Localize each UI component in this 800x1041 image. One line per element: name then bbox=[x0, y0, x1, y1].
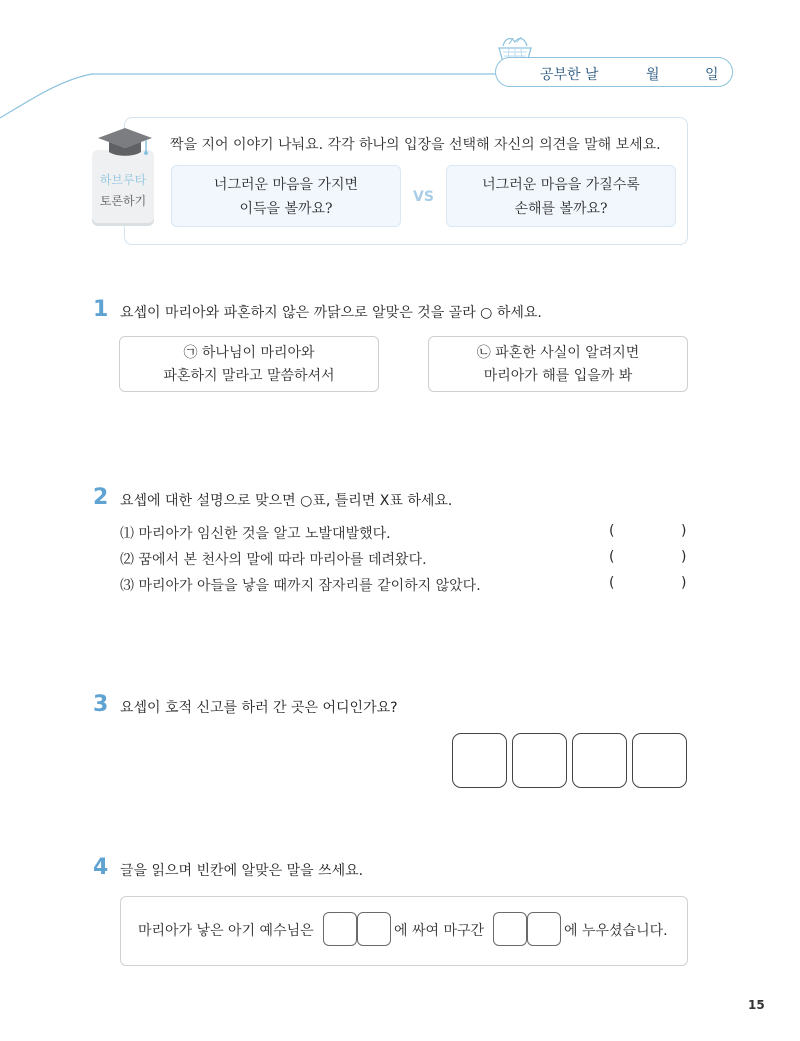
debate-option-a[interactable] bbox=[171, 165, 401, 227]
q3-answer-box-3[interactable] bbox=[572, 733, 627, 788]
q2-answer-3-open: ( bbox=[609, 575, 615, 591]
question-1-number: 1 bbox=[93, 297, 109, 322]
q2-item-2: ⑵ 꿈에서 본 천사의 말에 따라 마리아를 데려왔다. bbox=[120, 552, 427, 568]
graduation-cap-icon bbox=[96, 128, 154, 158]
debate-option-b[interactable] bbox=[446, 165, 676, 227]
question-4-text: 글을 읽으며 빈칸에 알맞은 말을 쓰세요. bbox=[120, 863, 364, 879]
study-day-label: 공부한 날 bbox=[540, 67, 599, 83]
question-3-text: 요셉이 호적 신고를 하러 간 곳은 어디인가요? bbox=[120, 700, 398, 716]
q2-answer-2-close: ) bbox=[681, 549, 687, 565]
question-2-text: 요셉에 대한 설명으로 맞으면 ○표, 틀리면 X표 하세요. bbox=[120, 493, 453, 509]
q4-sentence-part-2: 에 싸여 마구간 bbox=[394, 923, 485, 939]
day-label: 일 bbox=[705, 67, 719, 83]
badge-line-2: 토론하기 bbox=[99, 194, 147, 208]
q3-answer-box-1[interactable] bbox=[452, 733, 507, 788]
study-date-field[interactable] bbox=[495, 57, 733, 87]
question-4-number: 4 bbox=[93, 855, 109, 880]
choice-a-line-1: ㉠ 하나님이 마리아와 bbox=[183, 345, 315, 361]
month-label: 월 bbox=[646, 67, 660, 83]
question-1-text: 요셉이 마리아와 파혼하지 않은 까닭으로 알맞은 것을 골라 ○ 하세요. bbox=[120, 305, 542, 321]
q4-sentence-part-3: 에 누우셨습니다. bbox=[564, 923, 668, 939]
option-b-line-1: 너그러운 마음을 가질수록 bbox=[482, 177, 640, 193]
q2-answer-3-close: ) bbox=[681, 575, 687, 591]
q3-answer-box-4[interactable] bbox=[632, 733, 687, 788]
q1-choice-a[interactable] bbox=[119, 336, 379, 392]
choice-b-line-2: 마리아가 해를 입을까 봐 bbox=[483, 368, 633, 384]
option-b-line-2: 손해를 볼까요? bbox=[514, 201, 608, 217]
q2-answer-2-open: ( bbox=[609, 549, 615, 565]
q4-blank-2b[interactable] bbox=[527, 912, 561, 946]
page-number: 15 bbox=[748, 998, 765, 1012]
q1-choice-b[interactable] bbox=[428, 336, 688, 392]
q2-answer-1-open: ( bbox=[609, 523, 615, 539]
q2-item-3: ⑶ 마리아가 아들을 낳을 때까지 잠자리를 같이하지 않았다. bbox=[120, 578, 481, 594]
badge-line-1: 하브루타 bbox=[99, 173, 147, 187]
q4-blank-1b[interactable] bbox=[357, 912, 391, 946]
choice-b-line-1: ㉡ 파혼한 사실이 알려지면 bbox=[476, 345, 640, 361]
question-3-number: 3 bbox=[93, 692, 109, 717]
question-2-number: 2 bbox=[93, 485, 109, 510]
option-a-line-2: 이득을 볼까요? bbox=[239, 201, 333, 217]
q4-blank-1a[interactable] bbox=[323, 912, 357, 946]
q4-sentence-part-1: 마리아가 낳은 아기 예수님은 bbox=[138, 923, 314, 939]
option-a-line-1: 너그러운 마음을 가지면 bbox=[213, 177, 359, 193]
q2-item-1: ⑴ 마리아가 임신한 것을 알고 노발대발했다. bbox=[120, 526, 391, 542]
q4-blank-2a[interactable] bbox=[493, 912, 527, 946]
havruta-badge bbox=[92, 150, 154, 226]
debate-question: 짝을 지어 이야기 나눠요. 각각 하나의 입장을 선택해 자신의 의견을 말해 보세요. bbox=[170, 137, 661, 153]
choice-a-line-2: 파혼하지 말라고 말씀하셔서 bbox=[163, 368, 335, 384]
q3-answer-box-2[interactable] bbox=[512, 733, 567, 788]
vs-label: VS bbox=[413, 189, 434, 205]
q2-answer-1-close: ) bbox=[681, 523, 687, 539]
